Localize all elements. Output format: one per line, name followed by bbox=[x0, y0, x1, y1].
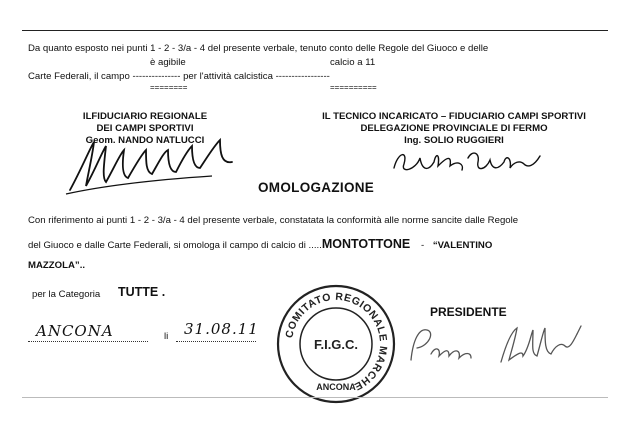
top-rule bbox=[22, 30, 608, 31]
left-signature bbox=[62, 128, 242, 198]
right-signature bbox=[388, 140, 548, 180]
agibile-text: è agibile bbox=[150, 57, 186, 68]
place-dotted-line bbox=[28, 341, 148, 342]
category-value: TUTTE . bbox=[118, 285, 166, 299]
omologazione-paragraph-1: Con riferimento ai punti 1 - 2 - 3/a - 4 del presente verbale, constatata la conformità alle norme sancite dalle Regole bbox=[28, 215, 519, 226]
omologazione-title: OMOLOGAZIONE bbox=[258, 180, 375, 195]
presidente-signature bbox=[405, 320, 595, 370]
official-stamp bbox=[274, 282, 398, 406]
stamp-ring-text: COMITATO REGIONALE MARCHE bbox=[283, 290, 390, 393]
equals-underline-left: ======== bbox=[150, 83, 188, 92]
field-title-a: “VALENTINO bbox=[432, 240, 493, 251]
left-signatory-title: ILFIDUCIARIO REGIONALE bbox=[82, 111, 208, 122]
right-signatory-name: Ing. SOLIO RUGGIERI bbox=[404, 135, 504, 146]
stamp-bottom-text: ANCONA bbox=[316, 382, 356, 392]
place-handwritten: ANCONA bbox=[36, 322, 114, 340]
intro-line-1: Da quanto esposto nei punti 1 - 2 - 3/a - 4 del presente verbale, tenuto conto delle Regole del Giuoco e delle bbox=[28, 43, 489, 54]
field-title-b: MAZZOLA”.. bbox=[28, 260, 86, 271]
li-label: li bbox=[164, 331, 169, 342]
presidente-label: PRESIDENTE bbox=[430, 305, 507, 319]
intro-line-3: Carte Federali, il campo --------------- per l'attività calcistica ----------------- bbox=[28, 71, 330, 82]
right-signatory-subtitle: DELEGAZIONE PROVINCIALE DI FERMO bbox=[360, 123, 548, 134]
bottom-rule bbox=[22, 397, 608, 398]
date-dotted-line bbox=[176, 341, 256, 342]
omologazione-paragraph-2 bbox=[28, 237, 492, 251]
category-label: per la Categoria bbox=[32, 289, 101, 300]
date-handwritten: 31.08.11 bbox=[184, 320, 259, 338]
left-signatory-subtitle: DEI CAMPI SPORTIVI bbox=[96, 123, 194, 134]
equals-underline-right: ========== bbox=[330, 83, 377, 92]
field-name: MONTOTTONE bbox=[321, 237, 411, 251]
right-signatory-title: IL TECNICO INCARICATO – FIDUCIARIO CAMPI SPORTIVI bbox=[322, 111, 586, 122]
calcio-text: calcio a 11 bbox=[330, 57, 376, 68]
field-dash: - bbox=[420, 240, 425, 251]
stamp-center-text: F.I.G.C. bbox=[313, 337, 359, 352]
left-signatory-name: Geom. NANDO NATLUCCI bbox=[85, 135, 205, 146]
paragraph-2-prefix: del Giuoco e dalle Carte Federali, si omologa il campo di calcio di ..... bbox=[28, 240, 322, 251]
